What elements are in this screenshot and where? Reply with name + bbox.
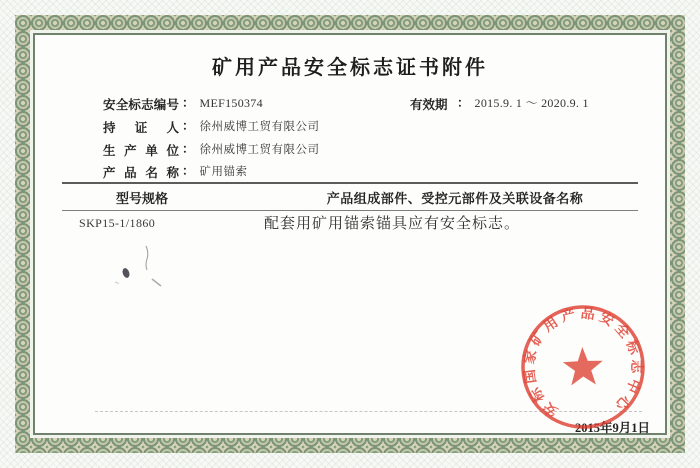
holder-label: 持 证 人 xyxy=(103,121,179,136)
validity-label: 有效期 xyxy=(410,98,448,113)
issue-date: 2015年9月1日 xyxy=(575,421,651,435)
official-seal xyxy=(515,299,652,436)
product-value: 矿用锚索 xyxy=(199,166,248,178)
field-validity xyxy=(410,93,589,113)
seal-text: 安标国家矿用产品安全标志中心 xyxy=(522,306,644,419)
cert-number-value: MEF150374 xyxy=(199,96,263,110)
table-rule-header-bottom xyxy=(62,210,638,211)
colon: ： xyxy=(457,96,470,110)
colon: ： xyxy=(182,164,195,178)
colon: ： xyxy=(182,142,195,156)
table-header-components: 产品组成部件、受控元部件及关联设备名称 xyxy=(326,191,584,206)
star-icon xyxy=(562,346,603,385)
producer-value: 徐州威博工贸有限公司 xyxy=(199,144,320,156)
certificate-title: 矿用产品安全标志证书附件 xyxy=(212,57,488,79)
table-row-components: 配套用矿用锚索锚具应有安全标志。 xyxy=(264,216,521,232)
producer-label: 生 产 单 位 xyxy=(103,144,179,159)
field-cert-number xyxy=(103,93,263,113)
field-holder xyxy=(103,116,320,136)
cert-number-label: 安全标志编号 xyxy=(103,98,179,113)
ink-mark xyxy=(112,240,172,295)
field-product xyxy=(103,161,248,181)
table-rule-top xyxy=(62,182,638,184)
validity-value: 2015.9. 1 ～ 2020.9. 1 xyxy=(474,96,589,110)
table-row-model: SKP15-1/1860 xyxy=(79,216,156,230)
colon: ： xyxy=(182,96,195,110)
table-header-model: 型号规格 xyxy=(115,191,168,206)
holder-value: 徐州威博工贸有限公司 xyxy=(199,121,320,133)
colon: ： xyxy=(182,119,195,133)
product-label: 产 品 名 称 xyxy=(103,166,179,181)
field-producer xyxy=(103,139,320,159)
